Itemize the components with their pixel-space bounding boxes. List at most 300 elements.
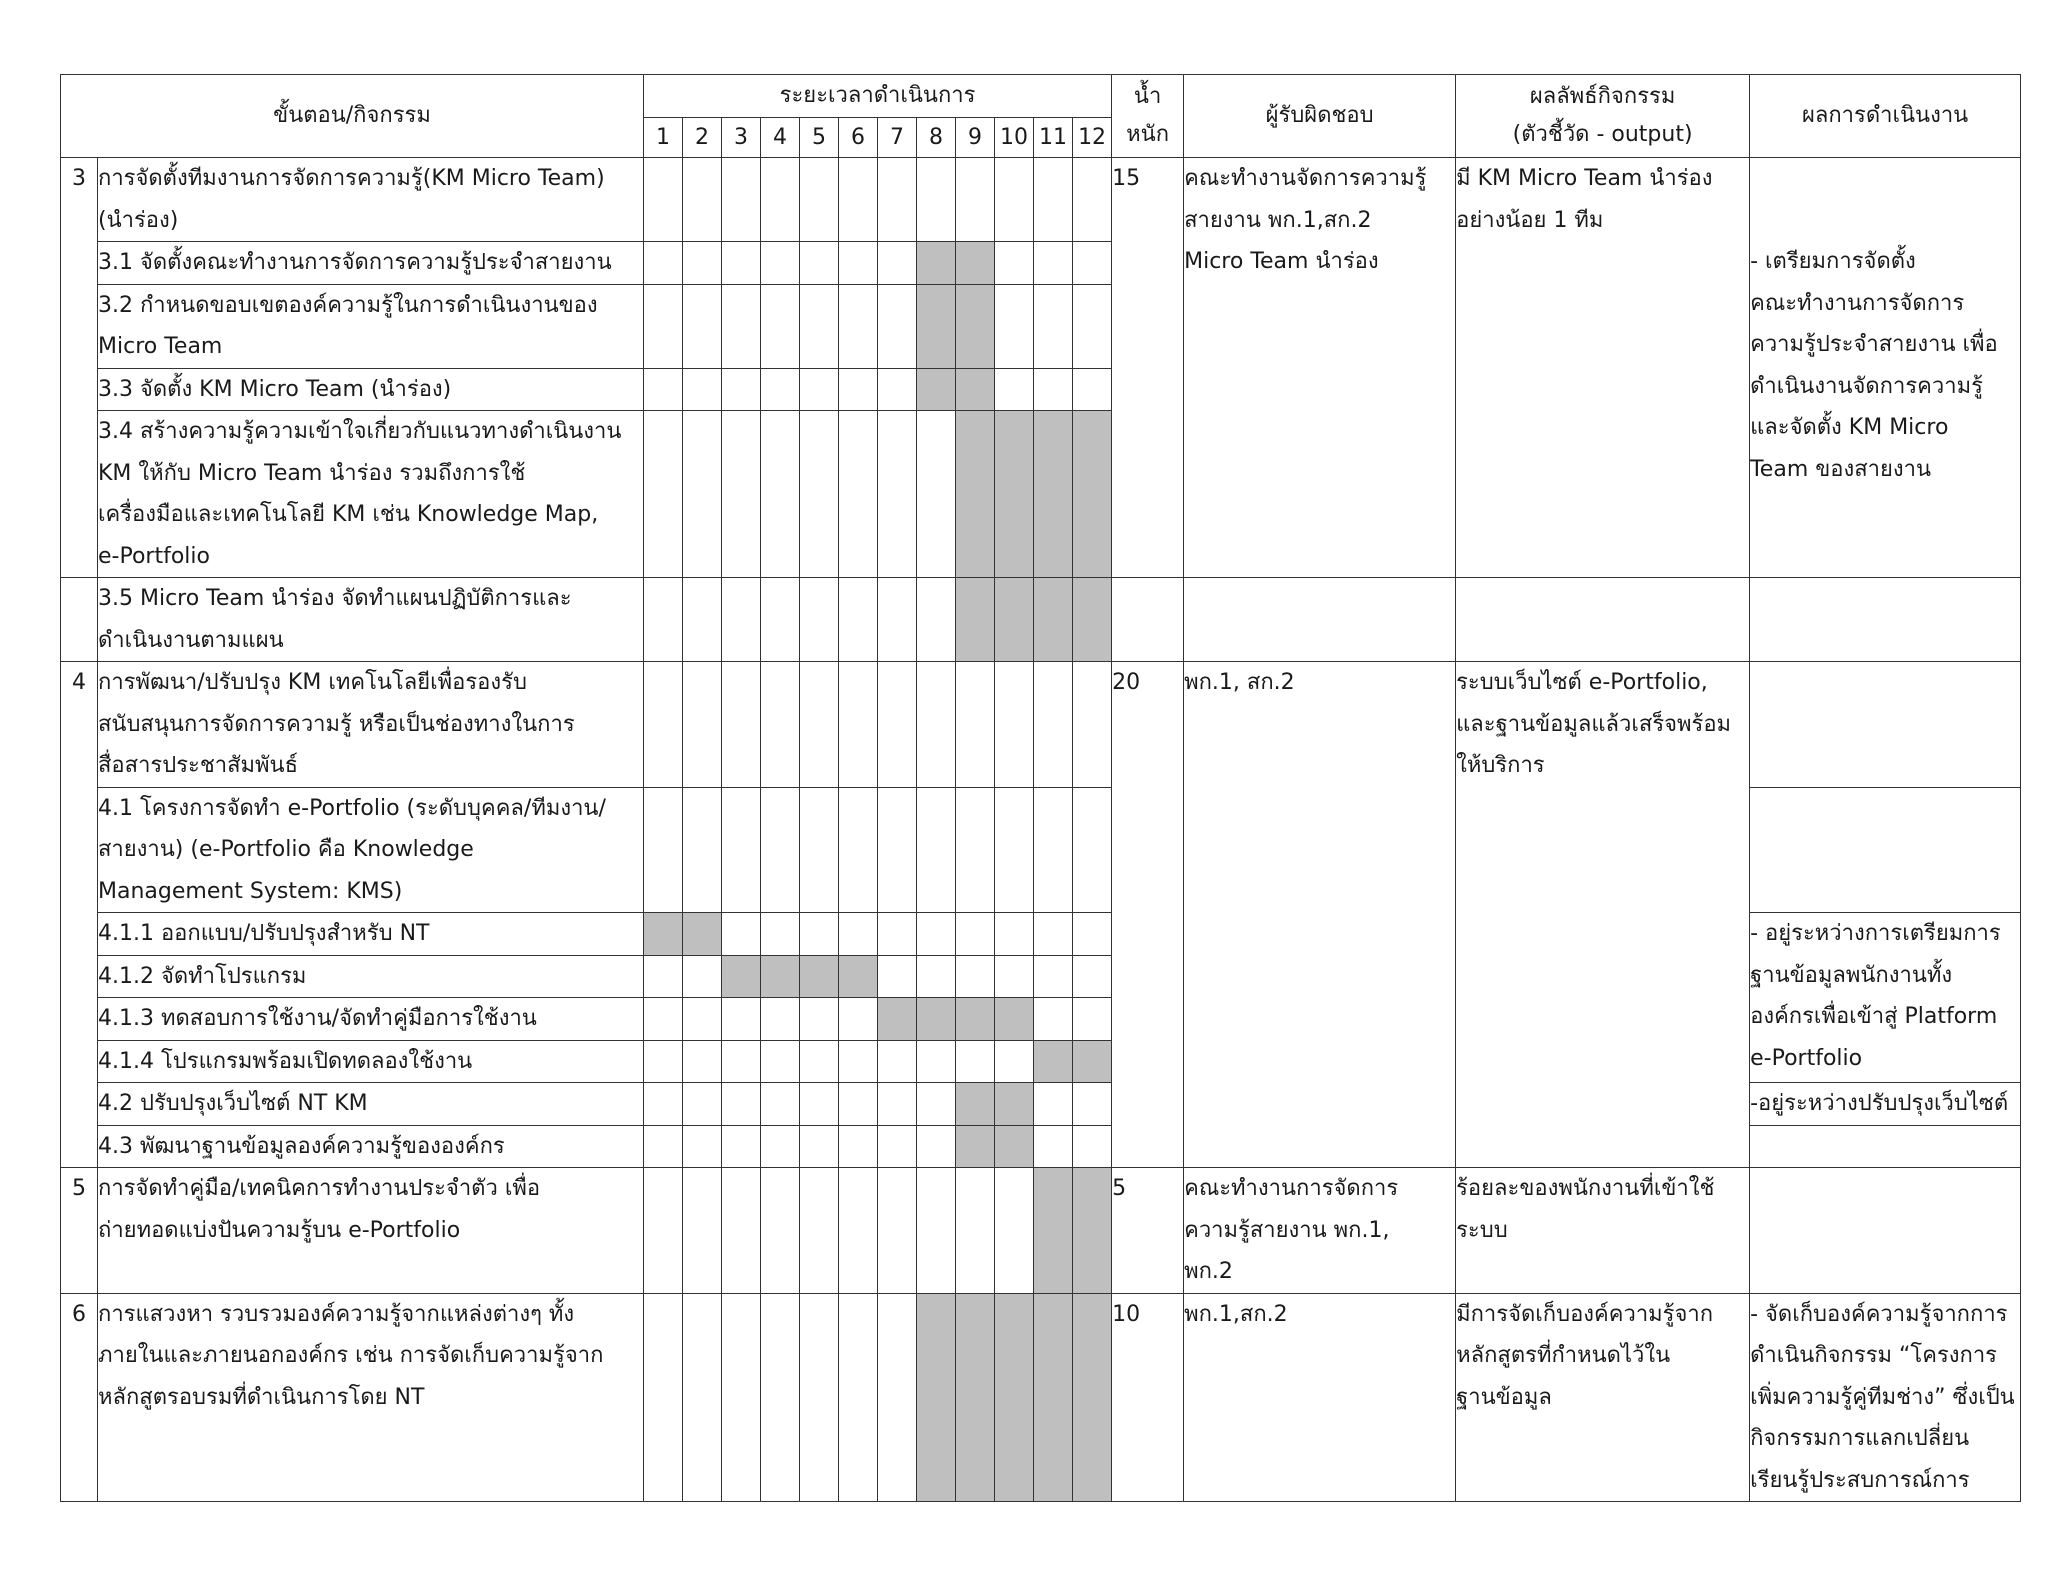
gantt-cell [644,578,683,662]
gantt-cell [956,1040,995,1083]
gantt-bar-cell [956,411,995,578]
gantt-cell [839,368,878,411]
result-line [1750,158,2020,200]
gantt-cell [1073,158,1112,242]
activity-line: การแสวงหา รวบรวมองค์ความรู้จากแหล่งต่างๆ ทั้ง [98,1301,575,1327]
gantt-cell [683,1168,722,1294]
gantt-cell [761,368,800,411]
gantt-bar-cell [956,1293,995,1502]
gantt-cell [644,1293,683,1502]
gantt-cell [878,158,917,242]
gantt-cell [761,1040,800,1083]
result-line: Team ของสายงาน [1750,456,1932,482]
gantt-cell [761,1125,800,1168]
activity-line: 3.1 จัดตั้งคณะทำงานการจัดการความรู้ประจำสายงาน [98,250,612,275]
gantt-cell [995,662,1034,788]
gantt-cell [644,662,683,788]
gantt-cell [917,955,956,998]
gantt-cell [878,368,917,411]
weight-cell [1112,578,1184,662]
output-line: ฐานข้อมูล [1456,1384,1552,1410]
gantt-bar-cell [995,1083,1034,1126]
gantt-cell [878,1040,917,1083]
gantt-bar-cell [839,955,878,998]
activity-line [98,1251,643,1293]
responsible-cell [1184,158,1456,578]
gantt-cell [956,787,995,913]
gantt-cell [878,662,917,788]
gantt-bar-cell [995,1125,1034,1168]
gantt-cell [800,158,839,242]
activity-line [98,1418,643,1460]
gantt-cell [839,787,878,913]
gantt-cell [761,998,800,1041]
gantt-bar-cell [1073,411,1112,578]
table-body [61,158,2021,1502]
output-line: และฐานข้อมูลแล้วเสร็จพร้อม [1456,711,1732,737]
output-header: ผลลัพธ์กิจกรรม (ตัวชี้วัด - output) [1456,75,1750,158]
step-number: 4 [61,662,98,1168]
result-cell [1750,1293,2021,1502]
responsible-line: พก.2 [1184,1259,1233,1284]
activity-cell [98,1293,644,1502]
gantt-cell [1034,242,1073,285]
gantt-bar-cell [956,368,995,411]
gantt-cell [1073,1083,1112,1126]
gantt-cell [1073,787,1112,913]
activity-line: 4.1.2 จัดทำโปรแกรม [98,963,307,989]
gantt-cell [761,158,800,242]
activity-cell [98,411,644,578]
gantt-cell [917,578,956,662]
activity-line: เครื่องมือและเทคโนโลยี KM เช่น Knowledge Map, [98,502,599,527]
gantt-cell [878,1293,917,1502]
result-cell [1750,913,2021,1083]
month-header: 3 [722,118,761,158]
gantt-cell [839,578,878,662]
gantt-bar-cell [956,242,995,285]
gantt-bar-cell [917,242,956,285]
month-header: 5 [800,118,839,158]
gantt-cell [800,368,839,411]
activity-line: สื่อสารประชาสัมพันธ์ [98,753,299,778]
step-number: 6 [61,1293,98,1502]
activity-line: สายงาน) (e-Portfolio คือ Knowledge [98,837,474,862]
gantt-cell [878,913,917,956]
output-line: ร้อยละของพนักงานที่เข้าใช้ [1456,1176,1715,1201]
activity-line [98,1460,643,1502]
result-header: ผลการดำเนินงาน [1750,75,2021,158]
gantt-cell [1073,662,1112,788]
gantt-bar-cell [1034,1293,1073,1502]
gantt-cell [644,787,683,913]
table-row [61,1168,2021,1294]
responsible-line: พก.1,สก.2 [1184,1301,1288,1327]
km-plan-table [60,74,2021,1502]
gantt-cell [839,1040,878,1083]
gantt-cell [839,284,878,368]
gantt-cell [800,411,839,578]
gantt-cell [761,1168,800,1294]
gantt-bar-cell [1073,1168,1112,1294]
month-header: 8 [917,118,956,158]
output-line: ให้บริการ [1456,753,1545,778]
gantt-cell [839,913,878,956]
output-cell [1456,1293,1750,1502]
gantt-cell [800,787,839,913]
responsible-cell [1184,662,1456,1168]
activity-cell [98,955,644,998]
gantt-cell [761,284,800,368]
gantt-bar-cell [956,1083,995,1126]
output-cell [1456,1168,1750,1294]
gantt-bar-cell [956,284,995,368]
month-header: 10 [995,118,1034,158]
gantt-cell [683,411,722,578]
weight-cell: 15 [1112,158,1184,578]
gantt-cell [683,955,722,998]
gantt-bar-cell [1034,411,1073,578]
gantt-cell [995,158,1034,242]
gantt-bar-cell [878,998,917,1041]
gantt-bar-cell [1073,1040,1112,1083]
result-line: - เตรียมการจัดตั้ง [1750,249,1916,274]
responsible-cell [1184,1293,1456,1502]
activity-line: (นำร่อง) [98,207,179,233]
responsible-line: Micro Team นำร่อง [1184,249,1379,274]
result-cell [1750,1125,2021,1168]
gantt-cell [722,411,761,578]
table-header [61,75,2021,158]
result-cell [1750,578,2021,662]
gantt-cell [917,913,956,956]
gantt-bar-cell [995,998,1034,1041]
gantt-cell [878,955,917,998]
gantt-cell [683,158,722,242]
gantt-cell [644,1168,683,1294]
gantt-cell [839,158,878,242]
gantt-cell [644,411,683,578]
result-line: e-Portfolio [1750,1045,1863,1071]
responsible-line: พก.1, สก.2 [1184,670,1295,695]
activity-line: KM ให้กับ Micro Team นำร่อง รวมถึงการใช้ [98,460,526,486]
gantt-cell [722,662,761,788]
month-header: 4 [761,118,800,158]
gantt-cell [800,578,839,662]
result-line: ความรู้ประจำสายงาน เพื่อ [1750,332,1998,357]
activity-cell [98,368,644,411]
activity-line: หลักสูตรอบรมที่ดำเนินการโดย NT [98,1384,425,1410]
activity-line: ถ่ายทอดแบ่งปันความรู้บน e-Portfolio [98,1217,461,1243]
result-line [1750,200,2020,242]
gantt-cell [761,787,800,913]
gantt-cell [1073,998,1112,1041]
gantt-cell [800,1125,839,1168]
gantt-cell [995,368,1034,411]
activity-line: 4.1 โครงการจัดทำ e-Portfolio (ระดับบุคคล/ทีมงาน/ [98,795,606,821]
gantt-cell [878,1125,917,1168]
result-line: และจัดตั้ง KM Micro [1750,415,1949,440]
gantt-cell [683,1293,722,1502]
gantt-cell [1034,662,1073,788]
gantt-cell [839,1168,878,1294]
gantt-cell [917,1125,956,1168]
gantt-cell [683,284,722,368]
gantt-bar-cell [800,955,839,998]
period-header: ระยะเวลาดำเนินการ [644,75,1112,118]
gantt-cell [995,913,1034,956]
output-cell [1456,578,1750,662]
gantt-cell [722,1083,761,1126]
result-line: ฐานข้อมูลพนักงานทั้ง [1750,962,1953,988]
gantt-cell [644,1125,683,1168]
activity-line: 3.4 สร้างความรู้ความเข้าใจเกี่ยวกับแนวทางดำเนินงาน [98,419,622,444]
responsible-cell [1184,578,1456,662]
gantt-cell [644,284,683,368]
result-cell [1750,158,2021,578]
gantt-cell [917,662,956,788]
gantt-cell [800,284,839,368]
gantt-cell [722,368,761,411]
activity-line: Management System: KMS) [98,878,403,904]
gantt-cell [995,1040,1034,1083]
gantt-cell [917,411,956,578]
activity-cell [98,787,644,913]
gantt-bar-cell [917,284,956,368]
gantt-cell [1034,368,1073,411]
gantt-cell [1073,368,1112,411]
output-line: อย่างน้อย 1 ทีม [1456,207,1604,233]
gantt-cell [839,662,878,788]
gantt-cell [722,998,761,1041]
responsible-line: คณะทำงานการจัดการ [1184,1176,1399,1201]
gantt-bar-cell [995,411,1034,578]
gantt-cell [995,1168,1034,1294]
activity-line: 3.5 Micro Team นำร่อง จัดทำแผนปฏิบัติการและ [98,586,572,611]
gantt-cell [839,1083,878,1126]
gantt-bar-cell [722,955,761,998]
gantt-cell [1073,284,1112,368]
gantt-cell [683,1125,722,1168]
gantt-cell [878,284,917,368]
result-cell [1750,1168,2021,1294]
gantt-cell [761,242,800,285]
activity-cell [98,284,644,368]
month-header: 9 [956,118,995,158]
activity-line: Micro Team [98,334,223,359]
gantt-cell [683,242,722,285]
responsible-line: สายงาน พก.1,สก.2 [1184,207,1372,233]
gantt-bar-cell [644,913,683,956]
gantt-cell [761,578,800,662]
output-line: ระบบ [1456,1217,1508,1243]
gantt-cell [761,913,800,956]
gantt-cell [683,368,722,411]
activity-line: การจัดตั้งทีมงานการจัดการความรู้(KM Micro Team) [98,166,605,191]
gantt-bar-cell [995,578,1034,662]
activity-cell [98,578,644,662]
responsible-line: ความรู้สายงาน พก.1, [1184,1217,1390,1243]
gantt-cell [878,578,917,662]
gantt-cell [1034,955,1073,998]
gantt-cell [722,1168,761,1294]
output-line: ระบบเว็บไซต์ e-Portfolio, [1456,670,1708,695]
activity-cell [98,913,644,956]
activity-line: ภายในและภายนอกองค์กร เช่น การจัดเก็บความรู้จาก [98,1343,604,1368]
result-line: เพิ่มความรู้คู่ทีมช่าง” ซึ่งเป็น [1750,1384,2015,1410]
gantt-cell [1034,1125,1073,1168]
activity-cell [98,1040,644,1083]
month-header: 1 [644,118,683,158]
gantt-cell [800,1293,839,1502]
gantt-cell [722,1293,761,1502]
activity-line: การจัดทำคู่มือ/เทคนิคการทำงานประจำตัว เพื่อ [98,1176,541,1201]
gantt-cell [644,158,683,242]
gantt-cell [800,913,839,956]
gantt-cell [956,955,995,998]
gantt-bar-cell [1073,578,1112,662]
step-number [61,578,98,662]
gantt-cell [839,411,878,578]
gantt-cell [722,578,761,662]
gantt-cell [917,1040,956,1083]
gantt-bar-cell [917,368,956,411]
activity-line: ดำเนินงานตามแผน [98,627,284,653]
gantt-cell [956,158,995,242]
activity-line: e-Portfolio [98,543,210,569]
result-cell [1750,787,2021,913]
responsible-cell [1184,1168,1456,1294]
result-line: องค์กรเพื่อเข้าสู่ Platform [1750,1004,1998,1029]
activity-line: การพัฒนา/ปรับปรุง KM เทคโนโลยีเพื่อรองรับ [98,670,527,695]
gantt-cell [722,787,761,913]
activity-line: 3.3 จัดตั้ง KM Micro Team (นำร่อง) [98,376,452,402]
gantt-cell [800,1168,839,1294]
activity-cell [98,242,644,285]
gantt-bar-cell [761,955,800,998]
gantt-cell [683,998,722,1041]
output-cell [1456,662,1750,1168]
gantt-cell [1034,787,1073,913]
table-row [61,662,2021,788]
activity-line: 4.2 ปรับปรุงเว็บไซต์ NT KM [98,1091,368,1116]
gantt-cell [800,1040,839,1083]
gantt-bar-cell [956,578,995,662]
gantt-bar-cell [995,1293,1034,1502]
gantt-cell [722,913,761,956]
gantt-cell [956,1168,995,1294]
activity-line: 4.1.3 ทดสอบการใช้งาน/จัดทำคู่มือการใช้งาน [98,1006,537,1031]
gantt-cell [1034,284,1073,368]
month-header: 2 [683,118,722,158]
gantt-cell [761,662,800,788]
result-line: - อยู่ระหว่างการเตรียมการ [1750,921,2001,946]
gantt-cell [917,1168,956,1294]
weight-cell: 5 [1112,1168,1184,1294]
weight-header: น้ำ หนัก [1112,75,1184,158]
result-line: คณะทำงานการจัดการ [1750,290,1965,316]
weight-cell: 10 [1112,1293,1184,1502]
gantt-cell [1073,242,1112,285]
gantt-bar-cell [956,998,995,1041]
gantt-cell [839,242,878,285]
gantt-cell [683,1040,722,1083]
gantt-cell [722,284,761,368]
output-line: มีการจัดเก็บองค์ความรู้จาก [1456,1301,1714,1327]
step-number: 3 [61,158,98,578]
gantt-bar-cell [917,998,956,1041]
activity-cell [98,662,644,788]
gantt-cell [917,1083,956,1126]
gantt-bar-cell [1034,1168,1073,1294]
gantt-cell [917,158,956,242]
month-header: 7 [878,118,917,158]
gantt-cell [761,1083,800,1126]
gantt-cell [956,662,995,788]
gantt-cell [683,578,722,662]
month-header: 12 [1073,118,1112,158]
responsible-header: ผู้รับผิดชอบ [1184,75,1456,158]
result-line: - จัดเก็บองค์ความรู้จากการ [1750,1301,2008,1327]
table-row [61,1293,2021,1502]
gantt-cell [1034,158,1073,242]
gantt-cell [800,998,839,1041]
activity-header: ขั้นตอน/กิจกรรม [61,75,644,158]
gantt-cell [644,998,683,1041]
month-header: 11 [1034,118,1073,158]
gantt-cell [1034,1083,1073,1126]
activity-cell [98,998,644,1041]
activity-cell [98,1083,644,1126]
gantt-cell [1073,913,1112,956]
gantt-cell [800,662,839,788]
output-line: หลักสูตรที่กำหนดไว้ใน [1456,1343,1671,1368]
gantt-cell [1073,1125,1112,1168]
gantt-cell [839,1125,878,1168]
gantt-cell [722,158,761,242]
activity-cell [98,1125,644,1168]
gantt-cell [995,787,1034,913]
gantt-cell [878,1083,917,1126]
gantt-bar-cell [1034,578,1073,662]
result-line: ดำเนินกิจกรรม “โครงการ [1750,1343,1997,1368]
activity-line: 4.3 พัฒนาฐานข้อมูลองค์ความรู้ขององค์กร [98,1133,505,1159]
gantt-cell [917,787,956,913]
gantt-bar-cell [1073,1293,1112,1502]
output-cell [1456,158,1750,578]
gantt-cell [683,662,722,788]
gantt-cell [878,787,917,913]
gantt-cell [878,242,917,285]
result-line: กิจกรรมการแลกเปลี่ยน [1750,1426,1970,1451]
gantt-cell [1034,998,1073,1041]
weight-cell: 20 [1112,662,1184,1168]
month-header: 6 [839,118,878,158]
output-line: มี KM Micro Team นำร่อง [1456,166,1713,191]
gantt-cell [995,955,1034,998]
gantt-cell [722,1040,761,1083]
gantt-cell [956,913,995,956]
gantt-cell [761,1293,800,1502]
activity-line: 4.1.1 ออกแบบ/ปรับปรุงสำหรับ NT [98,921,430,946]
result-line: -อยู่ระหว่างปรับปรุงเว็บไซต์ [1750,1091,2009,1116]
activity-line: 4.1.4 โปรแกรมพร้อมเปิดทดลองใช้งาน [98,1048,473,1074]
gantt-cell [800,1083,839,1126]
table-row [61,578,2021,662]
gantt-cell [878,1168,917,1294]
gantt-bar-cell [917,1293,956,1502]
gantt-cell [644,1040,683,1083]
